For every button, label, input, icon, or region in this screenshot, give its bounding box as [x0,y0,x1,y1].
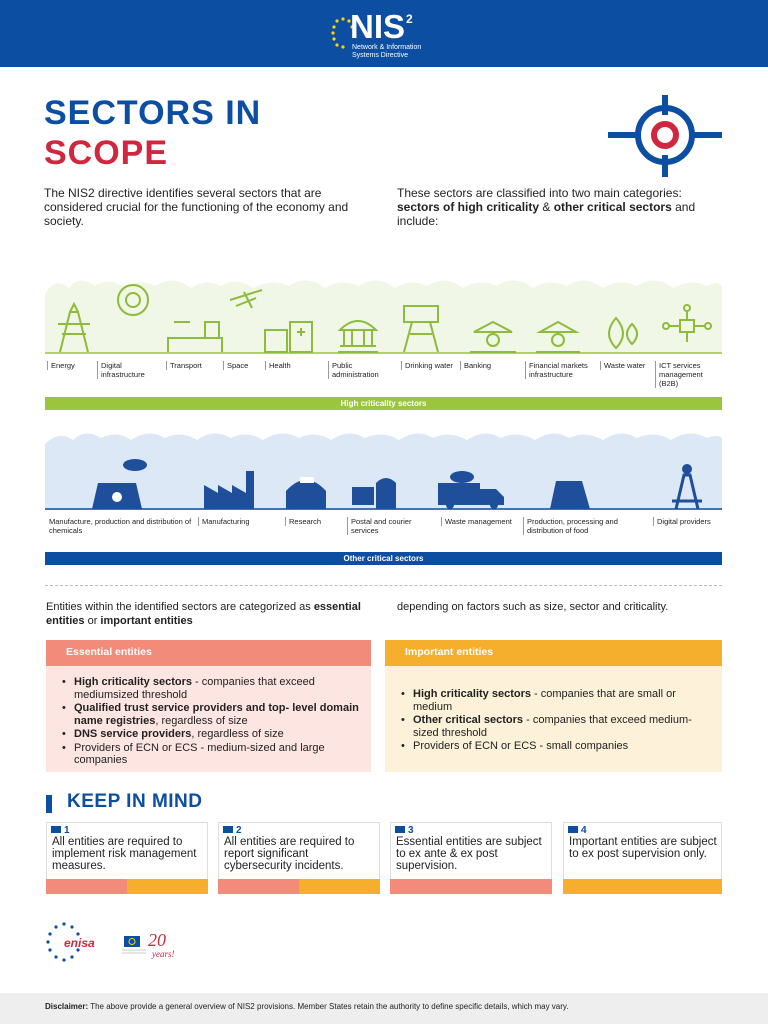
public-admin-icon [338,321,378,352]
section-marker [46,795,52,813]
sector-label-waste-water: Waste water [600,361,652,370]
sector-label-digital-providers: Digital providers [653,517,721,526]
energy-pylon-icon [58,304,90,352]
waste-water-icon [609,318,637,348]
sector-label-health: Health [265,361,325,370]
postal-icon [352,478,396,509]
digital-providers-icon [672,464,702,509]
list-item: • Providers of ECN or ECS - medium-sized and large companies [74,742,361,767]
anniversary-word: years! [152,949,175,959]
sector-label-drinking-water: Drinking water [401,361,456,370]
keep-in-mind-card-2 [218,822,380,894]
manufacturing-icon [204,471,254,509]
keep-in-mind-heading: KEEP IN MIND [67,791,203,812]
disclaimer: Disclaimer: The above provide a general overview of NIS2 provisions. Member States retain the authority to define specific details, which may vary. [45,1002,569,1011]
health-icon [265,322,312,352]
keep-in-mind-card-4 [563,822,722,894]
intro-left: The NIS2 directive identifies several sectors that are considered crucial for the functioning of the economy and society. [44,186,349,228]
card-text: All entities are required to implement risk management measures. [52,836,197,872]
card-bar [46,879,208,894]
nis2-logo [330,8,450,60]
sector-label-energy: Energy [47,361,95,370]
card-bar [390,879,552,894]
divider [45,585,722,586]
enisa-name: enisa [64,936,95,950]
sector-label-digital-infrastructure: Digital infrastructure [97,361,163,379]
sector-label-banking: Banking [460,361,522,370]
list-item: • High criticality sectors - companies that exceed mediumsized threshold [74,676,361,701]
important-entities-heading: Important entities [385,640,722,666]
water-tower-icon [404,306,438,352]
sector-label-ict-services: ICT services management (B2B) [655,361,721,388]
header-banner [0,0,768,67]
food-icon [550,481,590,509]
sector-label-postal: Postal and courier services [347,517,435,535]
card-text: All entities are required to report significant cybersecurity incidents. [224,836,355,872]
sector-label-public-administration: Public administration [328,361,398,379]
enisa-logo [44,922,190,968]
sector-label-manufacturing: Manufacturing [198,517,282,526]
sector-label-research: Research [285,517,343,526]
card-text: Important entities are subject to ex post supervision only. [569,836,717,860]
satellite-icon [230,290,262,308]
card-text: Essential entities are subject to ex ante & ex post supervision. [396,836,542,872]
keep-in-mind-card-1 [46,822,208,894]
high-criticality-bar: High criticality sectors [45,397,722,410]
page-title-line1: SECTORS IN [44,94,262,132]
keep-in-mind-card-3 [390,822,552,894]
sector-label-waste-management: Waste management [441,517,513,526]
card-number: 1 [51,825,70,836]
sector-label-food: Production, processing and distribution of food [523,517,643,535]
chemicals-icon [92,459,147,509]
card-number: 4 [568,825,587,836]
important-entities-list [385,666,722,772]
logo-subtitle: Network & Information Systems Directive [352,44,422,59]
page-title-line2: SCOPE [44,134,169,172]
transport-icon [168,322,222,352]
essential-entities-heading: Essential entities [46,640,371,666]
list-item: • Providers of ECN or ECS - small companies [413,740,712,753]
high-criticality-icons [0,282,768,354]
sector-label-transport: Transport [166,361,220,370]
other-critical-bar: Other critical sectors [45,552,722,565]
intro-right: These sectors are classified into two main categories: sectors of high criticality & other critical sectors and include: [397,186,696,228]
satellite-dish-icon [118,285,148,315]
list-item: • Qualified trust service providers and top- level domain name registries, regardless of size [74,702,361,727]
list-item: • High criticality sectors - companies that are small or medium [413,688,712,713]
sector-label-chemicals: Manufacture, production and distribution of chemicals [49,517,192,535]
card-bar [218,879,380,894]
target-icon [606,95,724,177]
anniversary-number: 20 [148,930,166,950]
sector-label-financial-markets: Financial markets infrastructure [525,361,597,379]
financial-markets-icon [536,322,580,352]
logo-title: NIS$^2$ [350,8,413,45]
essential-entities-box [46,640,371,772]
sector-label-space: Space [223,361,263,370]
card-number: 3 [395,825,414,836]
list-item: • Other critical sectors - companies that exceed medium- sized threshold [413,714,712,739]
essential-entities-list [46,666,371,772]
banking-icon [470,322,516,352]
entities-intro-left: Entities within the identified sectors are categorized as essential entities or important entities [46,601,361,627]
entities-intro-right: depending on factors such as size, sector and criticality. [397,601,669,613]
card-bar [563,879,722,894]
card-number: 2 [223,825,242,836]
list-item: • DNS service providers, regardless of size [74,728,361,741]
important-entities-box [385,640,722,772]
ict-services-icon [663,305,711,342]
waste-management-icon [438,471,504,509]
other-critical-icons [0,455,768,511]
research-icon [286,477,326,509]
